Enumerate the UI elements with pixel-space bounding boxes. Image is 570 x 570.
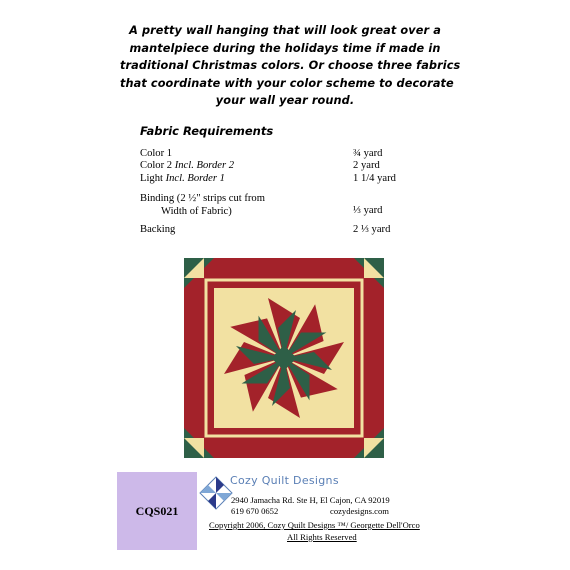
requirement-note: Incl. Border 1 (165, 173, 225, 184)
requirement-amount: 2 ⅓ yard (353, 224, 391, 235)
requirement-label: Light (140, 173, 166, 184)
requirement-amount: 2 yard (353, 160, 380, 171)
intro-line: traditional Christmas colors. Or choose three fabrics (120, 59, 461, 72)
quilt-image (184, 258, 384, 458)
brand-name: Cozy Quilt Designs (230, 474, 339, 487)
intro-line: your wall year round. (215, 94, 355, 107)
brand-website: cozydesigns.com (330, 506, 389, 516)
requirement-row-backing (140, 224, 391, 237)
pattern-code: CQS021 (135, 504, 179, 518)
requirement-row-color1 (140, 148, 383, 161)
intro-line: A pretty wall hanging that will look great over a (129, 24, 441, 37)
requirement-note: Incl. Border 2 (174, 160, 235, 171)
brand-address: 2940 Jamacha Rd. Ste H, El Cajon, CA 92019 (231, 495, 390, 505)
intro-line: mantelpiece during the holidays time if made in (129, 41, 441, 55)
requirement-amount: ⅓ yard (353, 205, 383, 216)
brand-phone: 619 670 0652 (231, 506, 279, 516)
requirement-label: Color 2 (140, 160, 175, 171)
requirement-amount: 1 1/4 yard (353, 173, 396, 184)
requirement-label-cont: Width of Fabric) (161, 205, 232, 217)
requirement-amount: ¾ yard (353, 148, 383, 159)
requirement-label: Binding (2 ½" strips cut from (140, 193, 265, 204)
requirement-row-binding (140, 193, 383, 218)
requirement-row-color2 (140, 160, 380, 173)
requirement-row-light (140, 173, 396, 186)
intro-line: that coordinate with your color scheme to decorate (120, 76, 454, 90)
requirement-label: Color 1 (140, 148, 173, 159)
copyright-line: Copyright 2006, Cozy Quilt Designs ™/ Georgette Dell'Orco (209, 520, 420, 530)
pattern-code-box (117, 472, 197, 550)
fabric-requirements-heading: Fabric Requirements (140, 124, 274, 138)
all-rights-reserved: All Rights Reserved (287, 532, 357, 542)
intro-paragraph (120, 22, 461, 110)
requirement-label: Backing (140, 224, 176, 235)
cozy-quilt-logo-icon (199, 476, 233, 510)
